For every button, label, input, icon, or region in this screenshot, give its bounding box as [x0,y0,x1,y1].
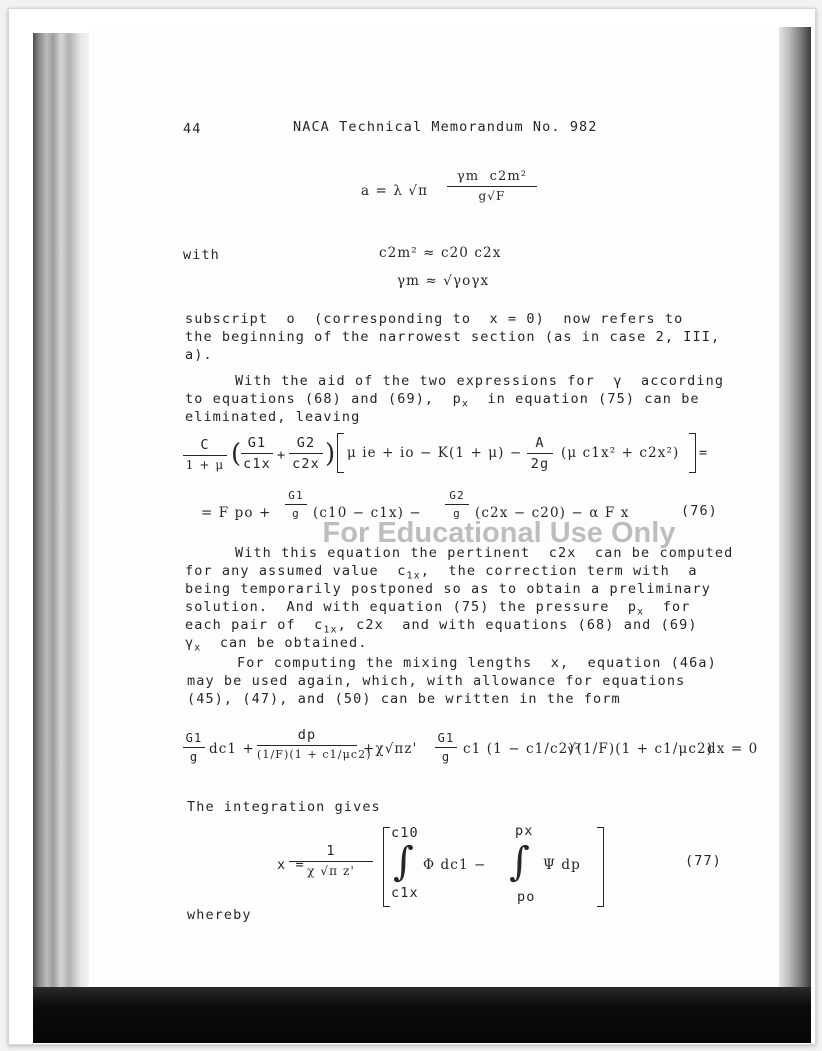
para1-line-1: With the aid of the two expressions for γ according [235,373,725,389]
eq-a-numerator: γm c2m² [456,169,528,184]
para2-line-2 [185,563,698,582]
para2-line-2-text: for any assumed value c [185,563,407,579]
para2-line-6 [185,635,367,654]
eq-77-int1-upper: c10 [391,825,419,841]
eq-long-frac-g2 [289,435,323,472]
eq-76-frac-g1 [285,489,307,520]
eq-long-g2: G2 [296,435,316,451]
book-spine [33,33,91,993]
para2-line-5-end: , c2x and with equations (68) and (69) [337,617,698,633]
eq-long-2g: 2g [530,456,550,472]
eq-mix-bar-2 [257,745,357,746]
eq-77-integral-1: ∫ [393,839,415,885]
eq-mix-g: g [189,750,199,764]
eq-mix-gb: g [441,750,451,764]
para3-line-2: may be used again, which, with allowance for equations [187,673,686,689]
eq-76-g2: G2 [449,489,465,502]
eq-long-tail: (μ c1x² + c2x²) [561,445,680,461]
para2-line-6-end: can be obtained. [201,635,368,651]
para2-line-2-sub: 1x [406,570,421,582]
eq-long-a: A [535,435,545,451]
eq-a-denominator: g√F [478,189,506,203]
subscript-line-2: the beginning of the narrowest section (as in case 2, III, [185,329,721,345]
para1-line-2-end: in equation (75) can be [468,391,700,407]
viewer-frame [8,8,816,1045]
para2-line-3: being temporarily postponed so as to obtain a preliminary [185,581,711,597]
eq-long-bar-1 [183,455,227,456]
eq-77-int1-lower: c1x [391,885,419,901]
eq-mix-frac-g1 [183,731,205,764]
eq-76-g-1: g [292,507,300,520]
page-right-edge [775,27,811,987]
eq-76-g-2: g [453,507,461,520]
eq-long-frac-g1 [241,435,273,472]
eq-long-frac-a [527,435,553,472]
eq-77-bracket-right [597,827,604,907]
eq-long-1mu: 1 + μ [185,458,225,472]
eq-a-lhs: a = λ √π [361,183,429,199]
whereby-line: whereby [187,907,252,923]
eq-long-plus: + [277,447,287,463]
eq-77-integral-2: ∫ [509,839,531,885]
page-number: 44 [183,121,202,137]
eq-a-bar [447,186,537,187]
eq-long-equals: = [699,445,709,461]
para1-line-2-sub: x [461,398,469,410]
eq-long-bracket-right [689,433,696,473]
para2-line-6-text: γ [185,635,195,651]
eq-mix-g1: G1 [185,731,203,745]
eq-77-num: 1 [326,843,336,859]
eq-77-bracket-left [383,827,390,907]
eq-77-frac [289,843,373,878]
eq-77-int1-body: Φ dc1 − [423,857,487,873]
scan-bottom-shadow [33,987,811,1043]
eq-76-frac-g2 [445,489,469,520]
page-header: NACA Technical Memorandum No. 982 [293,119,598,135]
eq-mix-den: (1/F)(1 + c1/μc2) [257,748,372,761]
eq-mix-dc1: dc1 + [209,741,255,757]
eq-76-number: (76) [681,503,718,519]
eq-mix-c1: c1 (1 − c1/c2)² [463,741,582,757]
eq-long-bar-3 [289,453,323,454]
eq-long-g1: G1 [247,435,267,451]
eq-long-bar-4 [527,453,553,454]
subscript-line-3: a). [185,347,213,363]
para2-line-2-end: , the correction term with a [420,563,698,579]
eq-mix-bar-3 [435,747,457,748]
eq-long-bracket-left [337,433,344,473]
para2-line-4-sub: x [637,606,645,618]
eq-a-fraction [447,169,537,203]
eq-mix-frac-g1b [435,731,457,764]
eq-76-mid: (c10 − c1x) − [313,505,422,521]
eq-mix-frac-dp [257,727,372,761]
eq-76-start: = F po + [201,505,272,521]
eq-77-den: χ √π z' [307,864,355,878]
eq-long-mid: μ ie + io − K(1 + μ) − [347,445,523,461]
eq-long-bar-2 [241,453,273,454]
eq-mix-dp: dp [297,727,317,743]
paper [89,27,779,989]
para1-line-2 [185,391,700,410]
eq-long-paren-left: ( [231,439,243,469]
eq-77-bar [289,861,373,862]
eq-c2m: c2m² ≈ c20 c2x [379,245,502,261]
eq-77-int2-lower: po [517,889,536,905]
eq-76-bar-2 [445,504,469,505]
para2-line-4-text: solution. And with equation (75) the pressure p [185,599,638,615]
para1-line-3: eliminated, leaving [185,409,361,425]
para1-line-2-text: to equations (68) and (69), p [185,391,462,407]
eq-77-number: (77) [685,853,722,869]
eq-76-g1: G1 [288,489,304,502]
with-label: with [183,247,220,263]
eq-76-end: (c2x − c20) − α F x [475,505,630,521]
eq-77-lhs: x = [277,857,305,873]
eq-mix-end: dx = 0 [707,741,759,757]
eq-77-int2-upper: px [515,823,534,839]
eq-long-c1x: c1x [243,456,271,472]
para2-line-4 [185,599,690,618]
eq-gamma-m: γm ≈ √γoγx [397,273,490,289]
para2-line-5-text: each pair of c [185,617,324,633]
integration-line: The integration gives [187,799,381,815]
para3-line-1: For computing the mixing lengths x, equation (46a) [237,655,717,671]
eq-long-paren-right: ) [325,439,337,469]
eq-mix-chi: +χ√πz' [363,741,418,757]
scanned-page [33,27,811,1043]
para2-line-6-sub: x [194,642,202,654]
eq-77-int2-body: Ψ dp [543,857,581,873]
eq-mix-bar-1 [183,747,205,748]
subscript-line-1: subscript o (corresponding to x = 0) now refers to [185,311,684,327]
para2-line-4-end: for [644,599,691,615]
eq-long-frac-c [183,437,227,472]
para2-line-5-sub: 1x [323,624,338,636]
eq-mix-g1b: G1 [437,731,455,745]
para3-line-3: (45), (47), and (50) can be written in the form [187,691,621,707]
eq-mix-root: √(1/F)(1 + c1/μc2) [567,741,714,757]
eq-long-c2x: c2x [292,456,320,472]
para2-line-5 [185,617,698,636]
eq-76-bar-1 [285,504,307,505]
eq-long-c: C [200,437,210,453]
para2-line-1: With this equation the pertinent c2x can be computed [235,545,734,561]
watermark: For Educational Use Only [322,517,676,549]
